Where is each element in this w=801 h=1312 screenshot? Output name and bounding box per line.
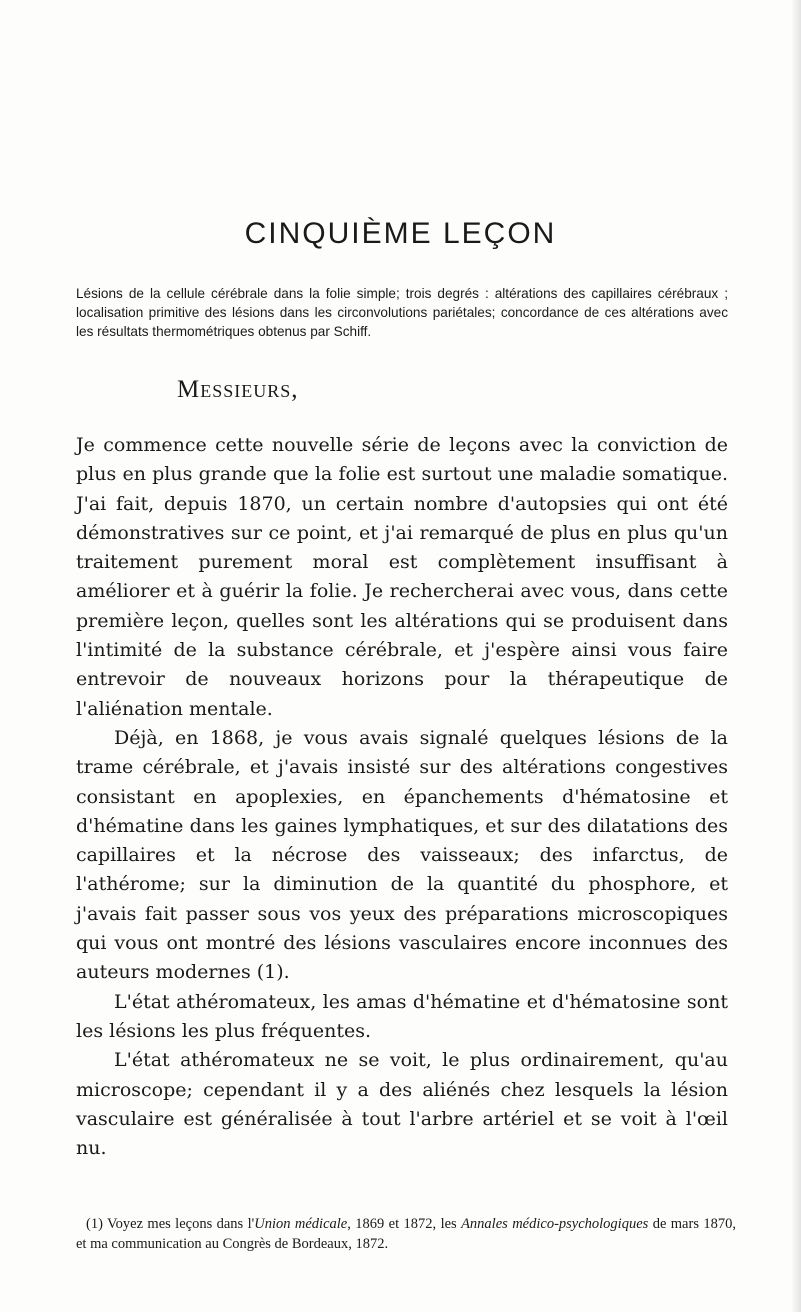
salutation: Messieurs, [177, 376, 299, 403]
chapter-title: CINQUIÈME LEÇON [244, 217, 557, 250]
paragraph-4: L'état athéromateux ne se voit, le plus ordinairement, qu'au microscope; cependant il y a des aliénés chez lesquels la lésion vasculaire est généralisée à tout l'arbre artériel et se voit à l'œil nu. [76, 1049, 728, 1160]
footnote-annales: Annales médico-psychologiques [461, 1216, 649, 1232]
paragraph-1: Je commence cette nouvelle série de leçons avec la conviction de plus en plus grande que la folie est surtout une maladie somatique. J'ai fait, depuis 1870, un certain nombre d'autopsies qui ont été démonstratives sur ce point, et j'ai remarqué de plus en plus qu'un traitement purement moral est complètement insuffisant à améliorer et à guérir la folie. Je rechercherai avec vous, dans cette première leçon, quelles sont les altérations qui se produisent dans l'intimité de la substance cérébrale, et j'espère ainsi vous faire entrevoir de nouveaux horizons pour la thérapeutique de l'aliénation mentale. [76, 434, 728, 720]
paragraph-2: Déjà, en 1868, je vous avais signalé quelques lésions de la trame cérébrale, et j'avais insisté sur des altérations congestives consistant en apoplexies, en épanchements d'hématosine et d'hématine dans les gaines lymphatiques, et sur des dilatations des capillaires et la nécrose des vaisseaux; des infarctus, de l'athérome; sur la diminution de la quantité du phosphore, et j'avais fait passer sous vos yeux des préparations microscopiques qui vous ont montré des lésions vasculaires encore inconnues des auteurs modernes (1). [76, 726, 728, 984]
body-text [76, 431, 728, 1163]
footnote-lead: (1) Voyez mes leçons dans l' [86, 1216, 255, 1232]
chapter-summary: Lésions de la cellule cérébrale dans la folie simple; trois degrés : altérations des capillaires cérébraux ; localisation primitive des lésions dans les circonvolutions pariétales; concordance de ces altérations avec les résultats thermométriques obtenus par Schiff. [76, 286, 728, 339]
footnote-middle: , 1869 et 1872, les [347, 1216, 462, 1232]
footnote-journal: Union médicale [254, 1216, 348, 1232]
page-edge-shadow [791, 0, 801, 1312]
footnote-tail: de mars 1870, et ma communication au Congrès de Bordeaux, 1872. [76, 1216, 736, 1252]
paragraph-3: L'état athéromateux, les amas d'hématine et d'hématosine sont les lésions les plus fréquentes. [76, 990, 728, 1042]
footnote [76, 1214, 736, 1254]
